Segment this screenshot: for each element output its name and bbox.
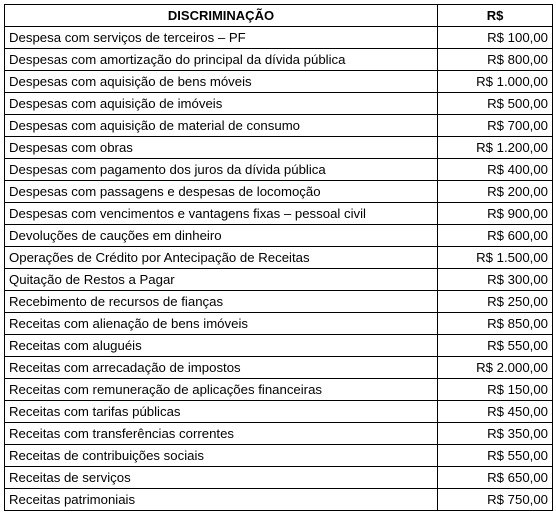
row-description: Receitas com tarifas públicas: [5, 401, 438, 423]
row-description: Despesas com aquisição de bens móveis: [5, 71, 438, 93]
row-value: R$ 350,00: [438, 423, 553, 445]
table-row: [5, 379, 553, 401]
row-value: R$ 400,00: [438, 159, 553, 181]
row-description: Receitas com aluguéis: [5, 335, 438, 357]
discrimination-table-container: [4, 4, 552, 511]
table-row: [5, 401, 553, 423]
row-description: Receitas patrimoniais: [5, 489, 438, 511]
table-row: [5, 93, 553, 115]
table-row: [5, 291, 553, 313]
table-row: [5, 313, 553, 335]
table-row: [5, 335, 553, 357]
header-row: [5, 5, 553, 27]
row-description: Despesas com passagens e despesas de locomoção: [5, 181, 438, 203]
row-value: R$ 1.500,00: [438, 247, 553, 269]
row-value: R$ 150,00: [438, 379, 553, 401]
row-description: Despesas com aquisição de material de consumo: [5, 115, 438, 137]
row-description: Despesas com amortização do principal da dívida pública: [5, 49, 438, 71]
row-value: R$ 1.200,00: [438, 137, 553, 159]
row-value: R$ 600,00: [438, 225, 553, 247]
table-row: [5, 49, 553, 71]
row-value: R$ 300,00: [438, 269, 553, 291]
row-value: R$ 500,00: [438, 93, 553, 115]
row-value: R$ 550,00: [438, 445, 553, 467]
row-value: R$ 100,00: [438, 27, 553, 49]
row-description: Despesa com serviços de terceiros – PF: [5, 27, 438, 49]
discrimination-table: [4, 4, 553, 511]
row-description: Receitas com arrecadação de impostos: [5, 357, 438, 379]
row-value: R$ 550,00: [438, 335, 553, 357]
row-description: Recebimento de recursos de fianças: [5, 291, 438, 313]
header-value: R$: [438, 5, 553, 27]
table-row: [5, 159, 553, 181]
row-description: Despesas com vencimentos e vantagens fixas – pessoal civil: [5, 203, 438, 225]
table-row: [5, 137, 553, 159]
table-row: [5, 71, 553, 93]
row-value: R$ 650,00: [438, 467, 553, 489]
row-value: R$ 800,00: [438, 49, 553, 71]
table-row: [5, 181, 553, 203]
row-description: Operações de Crédito por Antecipação de Receitas: [5, 247, 438, 269]
table-row: [5, 27, 553, 49]
row-description: Devoluções de cauções em dinheiro: [5, 225, 438, 247]
table-row: [5, 489, 553, 511]
row-value: R$ 700,00: [438, 115, 553, 137]
header-description: DISCRIMINAÇÃO: [5, 5, 438, 27]
row-description: Receitas de contribuições sociais: [5, 445, 438, 467]
table-row: [5, 247, 553, 269]
row-value: R$ 900,00: [438, 203, 553, 225]
table-row: [5, 203, 553, 225]
row-description: Despesas com obras: [5, 137, 438, 159]
table-row: [5, 423, 553, 445]
row-description: Receitas com transferências correntes: [5, 423, 438, 445]
table-row: [5, 445, 553, 467]
table-row: [5, 269, 553, 291]
row-value: R$ 750,00: [438, 489, 553, 511]
row-description: Receitas de serviços: [5, 467, 438, 489]
table-row: [5, 467, 553, 489]
row-value: R$ 250,00: [438, 291, 553, 313]
table-row: [5, 115, 553, 137]
table-header: [5, 5, 553, 27]
row-description: Receitas com alienação de bens imóveis: [5, 313, 438, 335]
table-body: [5, 27, 553, 511]
row-value: R$ 450,00: [438, 401, 553, 423]
row-description: Despesas com aquisição de imóveis: [5, 93, 438, 115]
table-row: [5, 225, 553, 247]
row-description: Despesas com pagamento dos juros da dívida pública: [5, 159, 438, 181]
row-description: Receitas com remuneração de aplicações financeiras: [5, 379, 438, 401]
row-description: Quitação de Restos a Pagar: [5, 269, 438, 291]
table-row: [5, 357, 553, 379]
row-value: R$ 850,00: [438, 313, 553, 335]
row-value: R$ 1.000,00: [438, 71, 553, 93]
row-value: R$ 2.000,00: [438, 357, 553, 379]
row-value: R$ 200,00: [438, 181, 553, 203]
